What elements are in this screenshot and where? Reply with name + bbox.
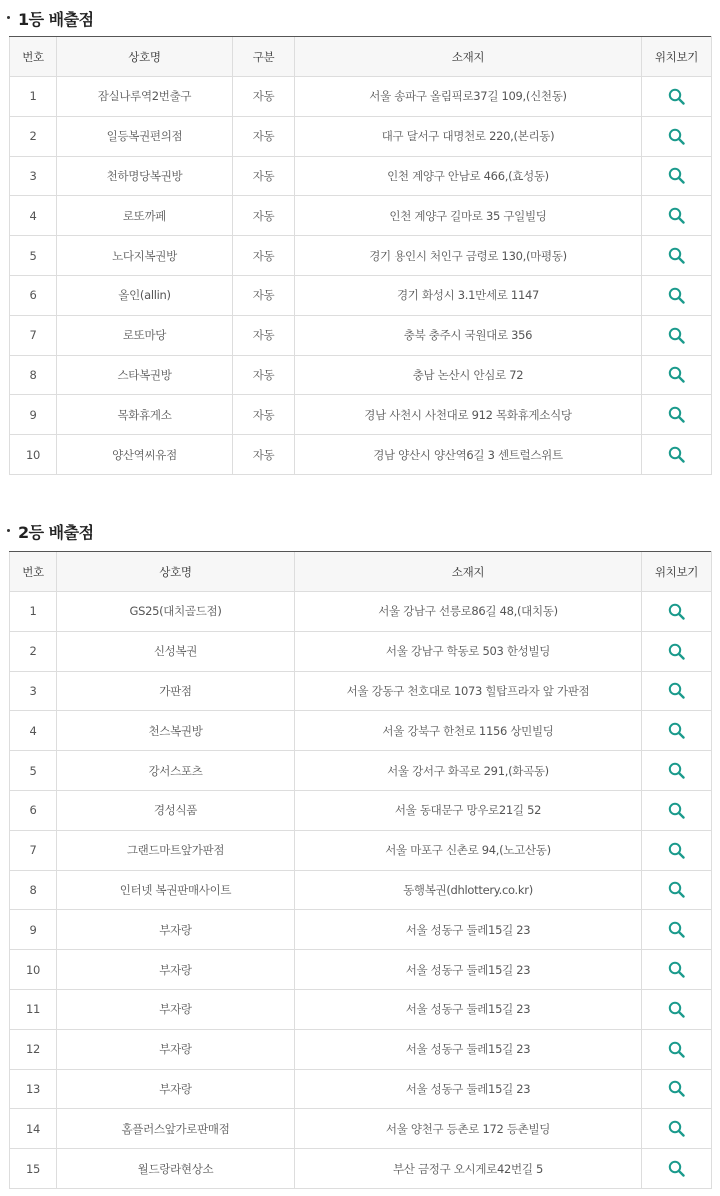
cell-map: [642, 275, 712, 315]
cell-map: [642, 950, 712, 990]
search-icon[interactable]: [665, 798, 689, 822]
cell-map: [642, 395, 712, 435]
header-map: 위치보기: [642, 37, 712, 77]
table-row: [10, 275, 712, 315]
search-icon[interactable]: [665, 918, 689, 942]
cell-no: 15: [10, 1149, 57, 1189]
cell-no: 11: [10, 989, 57, 1029]
cell-name: 가판점: [57, 671, 295, 711]
bullet-icon: [7, 529, 10, 532]
bullet-icon: [7, 16, 10, 19]
cell-no: 7: [10, 315, 57, 355]
header-name: 상호명: [57, 37, 233, 77]
cell-no: 3: [10, 671, 57, 711]
header-address: 소재지: [295, 552, 642, 592]
cell-no: 7: [10, 830, 57, 870]
search-icon[interactable]: [665, 323, 689, 347]
cell-address: 인천 계양구 안남로 466,(효성동): [295, 156, 642, 196]
cell-type: 자동: [233, 395, 295, 435]
table-row: [10, 77, 712, 117]
cell-name: 강서스포츠: [57, 751, 295, 791]
second-prize-section: [0, 513, 720, 1176]
cell-no: 1: [10, 77, 57, 117]
cell-name: 그랜드마트앞가판점: [57, 830, 295, 870]
cell-name: 양산역씨유점: [57, 435, 233, 475]
cell-type: 자동: [233, 435, 295, 475]
cell-address: 경기 용인시 처인구 금령로 130,(마평동): [295, 236, 642, 276]
cell-map: [642, 830, 712, 870]
cell-address: 서울 강남구 선릉로86길 48,(대치동): [295, 592, 642, 632]
cell-no: 5: [10, 236, 57, 276]
search-icon[interactable]: [665, 283, 689, 307]
cell-map: [642, 592, 712, 632]
table-row: [10, 1149, 712, 1189]
cell-map: [642, 711, 712, 751]
table-row: [10, 870, 712, 910]
cell-no: 13: [10, 1069, 57, 1109]
cell-name: 부자랑: [57, 950, 295, 990]
cell-name: 올인(allin): [57, 275, 233, 315]
cell-map: [642, 631, 712, 671]
cell-name: 경성식품: [57, 790, 295, 830]
cell-address: 인천 계양구 길마로 35 구일빌딩: [295, 196, 642, 236]
cell-no: 6: [10, 790, 57, 830]
cell-address: 서울 성동구 둘레15길 23: [295, 1029, 642, 1069]
search-icon[interactable]: [665, 838, 689, 862]
cell-no: 2: [10, 631, 57, 671]
cell-name: GS25(대치골드점): [57, 592, 295, 632]
cell-address: 서울 성동구 둘레15길 23: [295, 910, 642, 950]
table-row: [10, 1109, 712, 1149]
cell-name: 일등복권편의점: [57, 116, 233, 156]
cell-address: 서울 강북구 한천로 1156 상민빌딩: [295, 711, 642, 751]
search-icon[interactable]: [665, 84, 689, 108]
cell-no: 8: [10, 355, 57, 395]
table-row: [10, 315, 712, 355]
header-type: 구분: [233, 37, 295, 77]
cell-type: 자동: [233, 156, 295, 196]
cell-name: 부자랑: [57, 910, 295, 950]
table-header-row: [10, 552, 712, 592]
cell-address: 경남 사천시 사천대로 912 목화휴게소식당: [295, 395, 642, 435]
cell-type: 자동: [233, 77, 295, 117]
cell-address: 대구 달서구 대명천로 220,(본리동): [295, 116, 642, 156]
table-row: [10, 236, 712, 276]
table-row: [10, 671, 712, 711]
cell-no: 9: [10, 910, 57, 950]
cell-name: 천스복권방: [57, 711, 295, 751]
cell-address: 경기 화성시 3.1만세로 1147: [295, 275, 642, 315]
search-icon[interactable]: [665, 719, 689, 743]
search-icon[interactable]: [665, 759, 689, 783]
table-row: [10, 910, 712, 950]
cell-name: 인터넷 복권판매사이트: [57, 870, 295, 910]
search-icon[interactable]: [665, 878, 689, 902]
header-map: 위치보기: [642, 552, 712, 592]
cell-address: 서울 동대문구 망우로21길 52: [295, 790, 642, 830]
search-icon[interactable]: [665, 1037, 689, 1061]
cell-type: 자동: [233, 196, 295, 236]
cell-no: 1: [10, 592, 57, 632]
cell-type: 자동: [233, 116, 295, 156]
cell-name: 잠실나루역2번출구: [57, 77, 233, 117]
cell-name: 홈플러스앞가로판매점: [57, 1109, 295, 1149]
cell-address: 부산 금정구 오시게로42번길 5: [295, 1149, 642, 1189]
cell-map: [642, 315, 712, 355]
cell-type: 자동: [233, 355, 295, 395]
cell-type: 자동: [233, 315, 295, 355]
search-icon[interactable]: [665, 403, 689, 427]
cell-address: 서울 성동구 둘레15길 23: [295, 950, 642, 990]
table-row: [10, 711, 712, 751]
cell-name: 신성복권: [57, 631, 295, 671]
cell-map: [642, 1069, 712, 1109]
table-row: [10, 631, 712, 671]
cell-no: 8: [10, 870, 57, 910]
table-row: [10, 751, 712, 791]
header-address: 소재지: [295, 37, 642, 77]
table-row: [10, 950, 712, 990]
cell-address: 서울 강서구 화곡로 291,(화곡동): [295, 751, 642, 791]
cell-no: 10: [10, 950, 57, 990]
cell-map: [642, 671, 712, 711]
cell-address: 서울 마포구 신촌로 94,(노고산동): [295, 830, 642, 870]
first-prize-title: [0, 0, 720, 36]
cell-name: 천하명당복권방: [57, 156, 233, 196]
cell-address: 서울 성동구 둘레15길 23: [295, 989, 642, 1029]
cell-map: [642, 751, 712, 791]
table-row: [10, 1069, 712, 1109]
table-row: [10, 790, 712, 830]
search-icon[interactable]: [665, 958, 689, 982]
search-icon[interactable]: [665, 244, 689, 268]
cell-map: [642, 116, 712, 156]
cell-map: [642, 870, 712, 910]
search-icon[interactable]: [665, 363, 689, 387]
table-row: [10, 830, 712, 870]
search-icon[interactable]: [665, 1157, 689, 1181]
second-prize-title-text: 2등 배출점: [18, 522, 94, 542]
cell-map: [642, 1109, 712, 1149]
cell-address: 서울 양천구 등촌로 172 등촌빌딩: [295, 1109, 642, 1149]
cell-address: 충북 충주시 국원대로 356: [295, 315, 642, 355]
search-icon[interactable]: [665, 997, 689, 1021]
cell-map: [642, 1029, 712, 1069]
cell-address: 동행복권(dhlottery.co.kr): [295, 870, 642, 910]
table-row: [10, 1029, 712, 1069]
cell-no: 2: [10, 116, 57, 156]
search-icon[interactable]: [665, 599, 689, 623]
cell-map: [642, 196, 712, 236]
table-row: [10, 592, 712, 632]
table-row: [10, 355, 712, 395]
cell-name: 목화휴게소: [57, 395, 233, 435]
cell-map: [642, 77, 712, 117]
cell-no: 4: [10, 711, 57, 751]
cell-name: 월드랑라현상소: [57, 1149, 295, 1189]
search-icon[interactable]: [665, 204, 689, 228]
second-prize-table: [9, 551, 712, 1189]
cell-name: 부자랑: [57, 1069, 295, 1109]
cell-name: 부자랑: [57, 1029, 295, 1069]
cell-no: 6: [10, 275, 57, 315]
cell-map: [642, 790, 712, 830]
search-icon[interactable]: [665, 1117, 689, 1141]
cell-map: [642, 236, 712, 276]
cell-no: 10: [10, 435, 57, 475]
second-prize-rows: [10, 592, 712, 1189]
cell-no: 14: [10, 1109, 57, 1149]
cell-no: 4: [10, 196, 57, 236]
first-prize-rows: [10, 77, 712, 475]
search-icon[interactable]: [665, 164, 689, 188]
cell-name: 노다지복권방: [57, 236, 233, 276]
cell-no: 9: [10, 395, 57, 435]
first-prize-section: [0, 0, 720, 462]
cell-no: 3: [10, 156, 57, 196]
table-row: [10, 116, 712, 156]
second-prize-title: [0, 513, 720, 549]
cell-map: [642, 910, 712, 950]
cell-map: [642, 1149, 712, 1189]
cell-name: 스타복권방: [57, 355, 233, 395]
cell-address: 서울 송파구 올림픽로37길 109,(신천동): [295, 77, 642, 117]
cell-no: 12: [10, 1029, 57, 1069]
cell-address: 서울 강동구 천호대로 1073 힐탑프라자 앞 가판점: [295, 671, 642, 711]
cell-address: 충남 논산시 안심로 72: [295, 355, 642, 395]
header-no: 번호: [10, 552, 57, 592]
first-prize-table: [9, 36, 712, 475]
cell-address: 서울 성동구 둘레15길 23: [295, 1069, 642, 1109]
cell-type: 자동: [233, 275, 295, 315]
search-icon[interactable]: [665, 124, 689, 148]
cell-type: 자동: [233, 236, 295, 276]
table-row: [10, 435, 712, 475]
cell-map: [642, 355, 712, 395]
cell-address: 서울 강남구 학동로 503 한성빌딩: [295, 631, 642, 671]
table-row: [10, 395, 712, 435]
cell-map: [642, 989, 712, 1029]
cell-map: [642, 435, 712, 475]
table-row: [10, 196, 712, 236]
cell-name: 부자랑: [57, 989, 295, 1029]
header-name: 상호명: [57, 552, 295, 592]
table-row: [10, 989, 712, 1029]
table-header-row: [10, 37, 712, 77]
table-row: [10, 156, 712, 196]
header-no: 번호: [10, 37, 57, 77]
cell-map: [642, 156, 712, 196]
first-prize-title-text: 1등 배출점: [18, 9, 94, 29]
search-icon[interactable]: [665, 639, 689, 663]
search-icon[interactable]: [665, 679, 689, 703]
cell-address: 경남 양산시 양산역6길 3 센트럴스위트: [295, 435, 642, 475]
cell-no: 5: [10, 751, 57, 791]
cell-name: 로또마당: [57, 315, 233, 355]
search-icon[interactable]: [665, 1077, 689, 1101]
search-icon[interactable]: [665, 443, 689, 467]
cell-name: 로또까페: [57, 196, 233, 236]
